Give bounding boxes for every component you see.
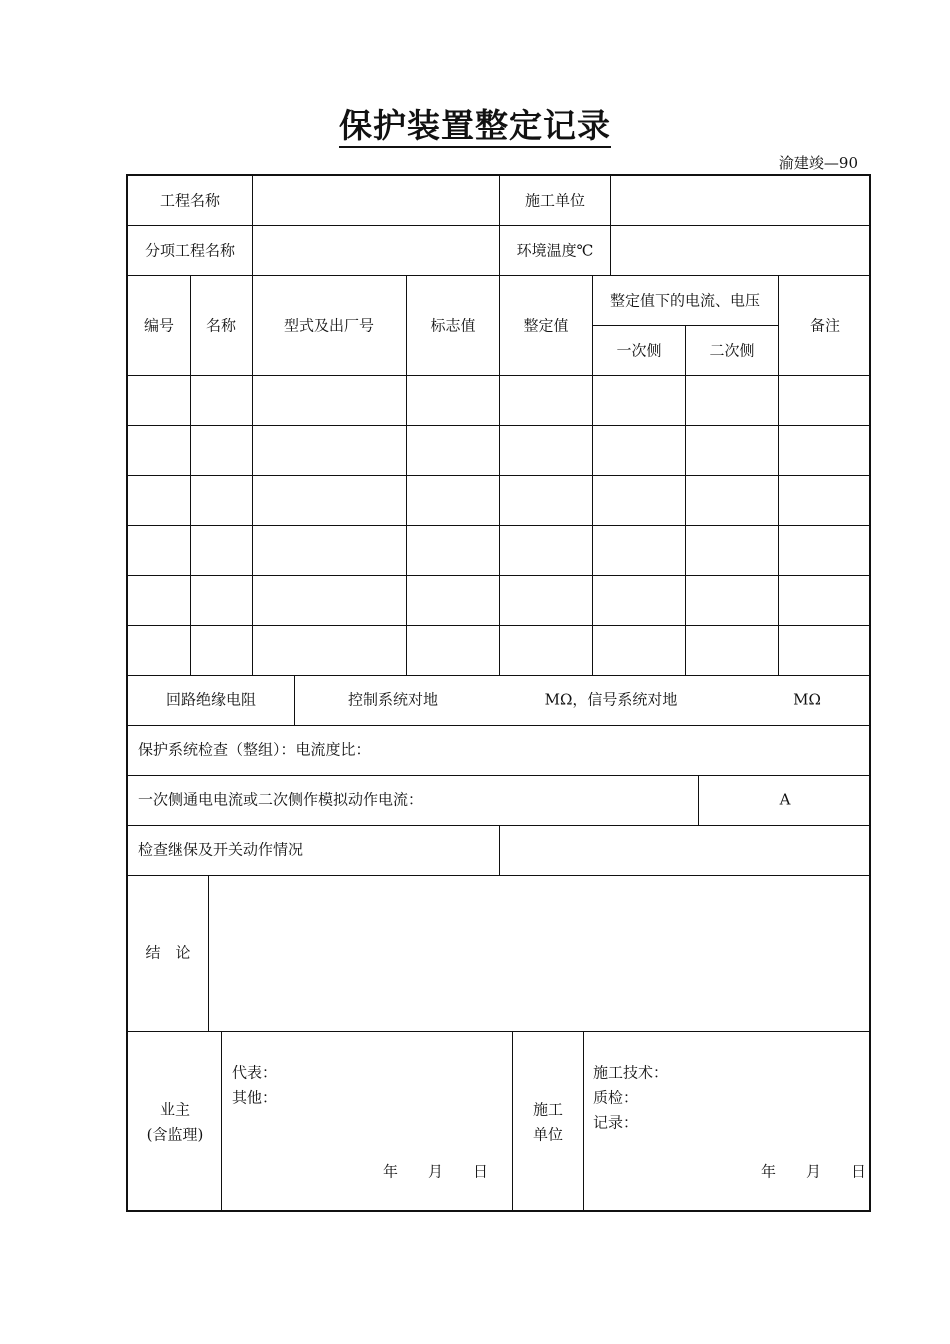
col-divider <box>294 675 295 725</box>
row-divider <box>128 875 871 876</box>
unit-label-line1: 施工 <box>532 1100 564 1119</box>
env-temp-label: 环境温度℃ <box>516 241 594 260</box>
col-divider <box>190 275 191 675</box>
tech-label: 施工技术： <box>593 1063 669 1082</box>
col-divider <box>583 1031 584 1212</box>
col-divider <box>592 275 593 675</box>
protection-check-label: 保护系统检查（整组）：电流度比： <box>138 740 371 759</box>
current-test-unit: A <box>779 790 791 809</box>
form-code: 渝建竣—90 <box>778 154 858 172</box>
signal-to-ground-label: MΩ，信号系统对地 <box>544 690 678 709</box>
record-table <box>126 174 871 1212</box>
owner-other-label: 其他： <box>232 1088 278 1107</box>
col-header-setting-value: 整定值 <box>523 316 569 335</box>
col-divider <box>252 176 253 275</box>
owner-supervision-label: (含监理) <box>146 1125 204 1144</box>
col-divider <box>406 275 407 675</box>
unit-date: 年 月 日 <box>761 1162 867 1181</box>
col-header-number: 编号 <box>143 316 175 335</box>
insulation-label: 回路绝缘电阻 <box>165 690 257 709</box>
col-divider <box>252 275 253 675</box>
sub-project-label: 分项工程名称 <box>144 241 236 260</box>
owner-label: 业主 <box>159 1100 191 1119</box>
col-divider <box>698 775 699 825</box>
col-header-current-voltage: 整定值下的电流、电压 <box>609 291 761 310</box>
conclusion-label: 结 论 <box>145 943 191 962</box>
owner-date: 年 月 日 <box>383 1162 489 1181</box>
col-divider <box>610 176 611 275</box>
col-header-primary-side: 一次侧 <box>616 341 662 360</box>
col-divider <box>221 1031 222 1212</box>
form-title-text: 保护装置整定记录 <box>339 106 611 148</box>
col-header-name: 名称 <box>205 316 237 335</box>
row-divider <box>128 1031 871 1032</box>
col-divider <box>512 1031 513 1212</box>
row-divider <box>128 675 871 676</box>
control-to-ground-label: 控制系统对地 <box>347 690 439 709</box>
row-divider <box>128 725 871 726</box>
col-divider <box>778 275 779 675</box>
relay-check-label: 检查继保及开关动作情况 <box>138 840 304 859</box>
insulation-unit: MΩ <box>793 690 821 709</box>
construction-unit-label: 施工单位 <box>524 191 586 210</box>
row-divider <box>128 775 871 776</box>
owner-rep-label: 代表： <box>232 1063 278 1082</box>
form-title <box>0 100 950 147</box>
col-divider <box>208 875 209 1031</box>
col-divider <box>685 325 686 675</box>
current-test-label: 一次侧通电电流或二次侧作模拟动作电流： <box>138 790 424 809</box>
col-header-mark-value: 标志值 <box>430 316 476 335</box>
col-divider <box>499 176 500 275</box>
col-divider <box>499 275 500 675</box>
record-label: 记录： <box>593 1113 639 1132</box>
project-name-label: 工程名称 <box>159 191 221 210</box>
quality-label: 质检： <box>593 1088 639 1107</box>
col-header-model: 型式及出厂号 <box>283 316 375 335</box>
col-header-secondary-side: 二次侧 <box>709 341 755 360</box>
col-header-remark: 备注 <box>809 316 841 335</box>
unit-label-line2: 单位 <box>532 1125 564 1144</box>
col-divider <box>499 825 500 875</box>
